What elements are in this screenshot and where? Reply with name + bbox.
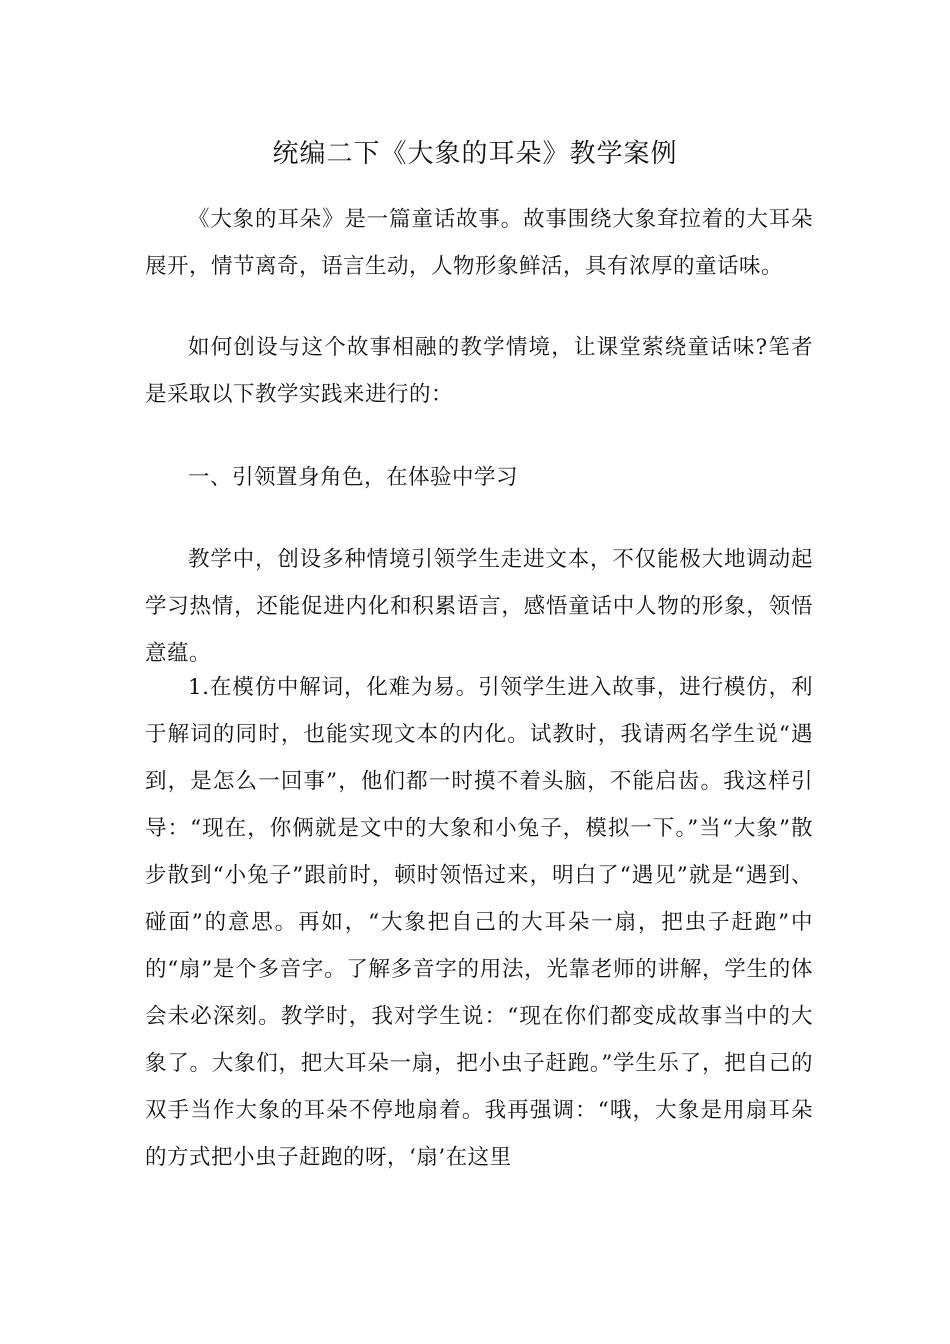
paragraph-intro <box>145 196 813 290</box>
paragraph-text: 教学中，创设多种情境引领学生走进文本，不仅能极大地调动起学习热情，还能促进内化和积累语言，感悟童话中人物的形象，领悟意蕴。 <box>145 547 813 666</box>
paragraph-text: 1.在模仿中解词，化难为易。引领学生进入故事，进行模仿，利于解词的同时，也能实现文本的内化。试教时，我请两名学生说“遇到，是怎么一回事”，他们都一时摸不着头脑，不能启齿。我这样引导：“现在，你俩就是文中的大象和小兔子，模拟一下。”当“大象”散步散到“小兔子”跟前时，顿时领悟过来，明白了“遇见”就是“遇到、碰面”的意思。再如，“大象把自己的大耳朵一扇，把虫子赶跑”中的“扇”是个多音字。了解多音字的用法，光靠老师的讲解，学生的体会未必深刻。教学时，我对学生说：“现在你们都变成故事当中的大象了。大象们，把大耳朵一扇，把小虫子赶跑。”学生乐了，把自己的双手当作大象的耳朵不停地扇着。我再强调：“哦，大象是用扇耳朵的方式把小虫子赶跑的呀，‘扇’在这里 <box>145 675 813 1170</box>
section-heading-text: 一、引领置身角色，在体验中学习 <box>188 465 519 490</box>
paragraph-point-1 <box>145 664 813 1181</box>
document-title: 统编二下《大象的耳朵》教学案例 <box>272 139 678 169</box>
paragraph-text: 如何创设与这个故事相融的教学情境，让课堂萦绕童话味?笔者是采取以下教学实践来进行的： <box>145 335 813 407</box>
paragraph-text: 《大象的耳朵》是一篇童话故事。故事围绕大象耷拉着的大耳朵展开，情节离奇，语言生动，人物形象鲜活，具有浓厚的童话味。 <box>145 207 813 279</box>
paragraph-section-intro <box>145 536 813 677</box>
paragraph-question <box>145 324 813 418</box>
section-heading <box>145 454 813 501</box>
